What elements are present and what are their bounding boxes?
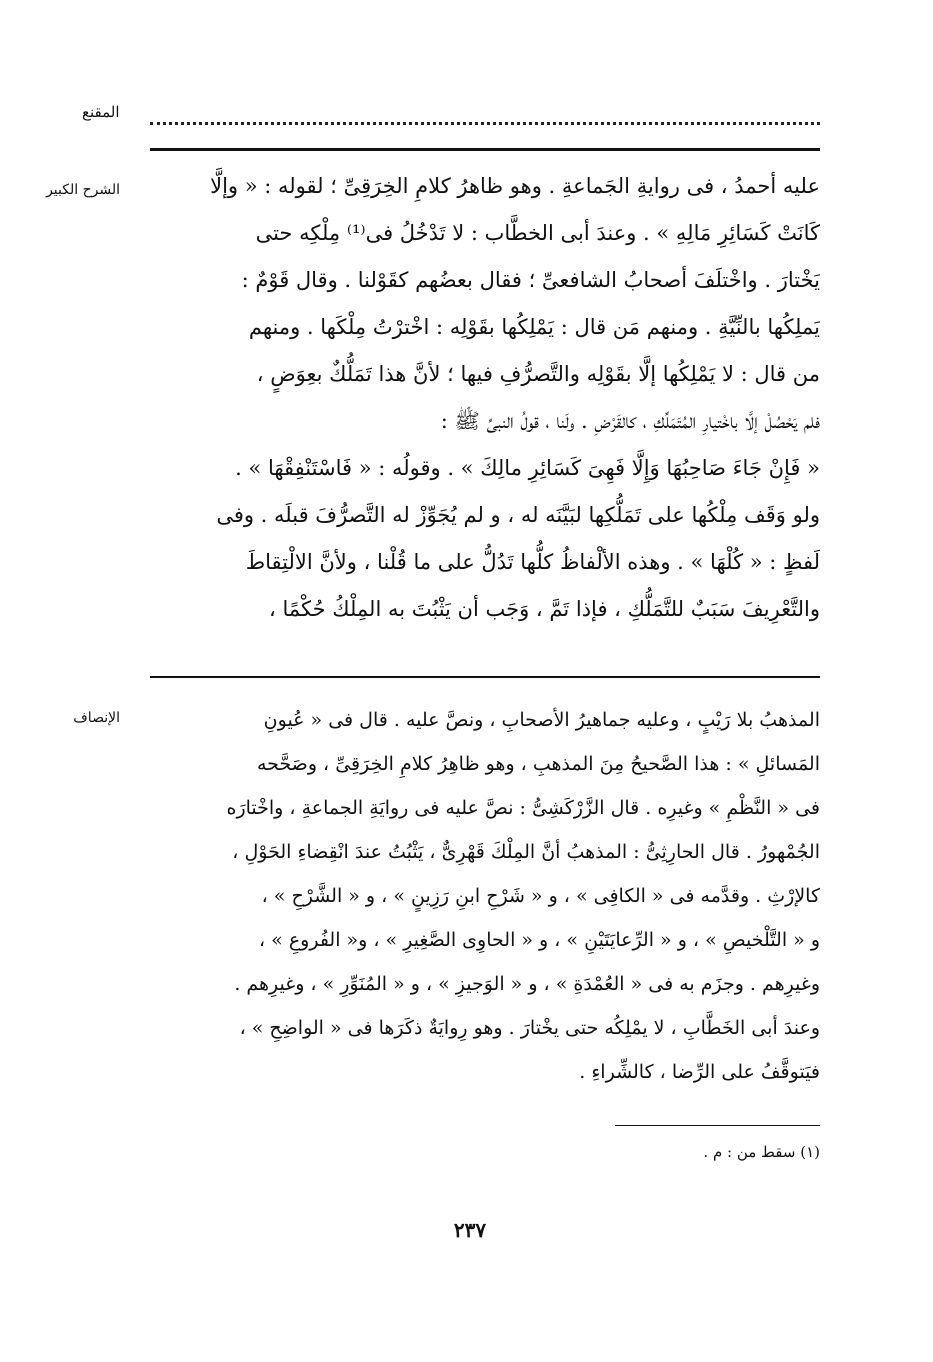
insaf-section-label: الإنصاف <box>73 710 120 726</box>
sharh-line: ولو وَقَف مِلْكُها على تَمَلُّكِها لبَيَّنَه له ، و لم يُجَوِّزْ له التَّصرُّفَ قبلَه . وفى <box>216 503 820 527</box>
sharh-line: عليه أحمدُ ، فى روايةِ الجَماعةِ . وهو ظاهرُ كلامِ الخِرَقِىِّ ؛ لقوله : « وإلَّا <box>210 174 820 198</box>
insaf-text-block <box>148 698 820 1094</box>
insaf-line: فى « النَّظْمِ » وغيرِه . قال الزَّرْكَشِىُّ : نصَّ عليه فى روايَةِ الجماعةِ ، واخْتارَه <box>226 797 820 819</box>
sharh-text-block <box>148 163 820 633</box>
header-rule <box>150 148 820 151</box>
insaf-line: وعندَ أبى الخَطَّابِ ، لا يمْلِكُه حتى يخْتارَ . وهو رِوايَةٌ ذكَرَها فى « الواضِحِ » ، <box>239 1017 820 1039</box>
insaf-line: وغيرِهم . وجزَم به فى « العُمْدَةِ » ، و « الوَجيزِ » ، و « المُنَوِّرِ » ، وغيرِهم . <box>234 973 820 995</box>
sharh-line: فلم يَحْصُلْ إلَّا باخْتيارِ المُتَمَلِّكِ ، كالقَرْضِ . ولَنا ، قولُ النبىِّ ﷺ : <box>440 409 820 433</box>
footnote-rule <box>615 1125 820 1126</box>
section-divider <box>150 676 820 678</box>
insaf-line: المَسائلِ » : هذا الصَّحيحُ مِنَ المذهبِ ، وهو ظاهِرُ كلامِ الخِرَقِىِّ ، وصَحَّحه <box>256 753 820 775</box>
footnote: (١) سقط من : م . <box>703 1143 820 1161</box>
insaf-line: الجُمْهورُ . قال الحارِثِىُّ : المذهبُ أنَّ المِلْكَ قَهْرِىٌّ ، يَثْبُتُ عندَ انْقِضاءِ الحَوْلِ ، <box>232 841 820 863</box>
sharh-line: « فَإِنْ جَاءَ صَاحِبُهَا وَإِلَّا فَهِىَ كَسَائِرِ مالِكَ » . وقولُه : « فَاسْتَنْفِقْهَا » . <box>235 456 820 480</box>
sharh-line: يَملِكُها بالنِّيَّةِ . ومنهم مَن قال : يَمْلِكُها بقَوْلِه : اخْترْتُ مِلْكَها . ومنهم <box>248 315 820 339</box>
page-number: ٢٣٧ <box>453 1218 487 1242</box>
sharh-line: يَخْتارَ . واخْتلَفَ أصحابُ الشافعىِّ ؛ فقال بعضُهم كقَوْلنا . وقال قَوْمٌ : <box>241 268 820 292</box>
header-dotted-rule <box>150 122 820 125</box>
insaf-line: فيَتوقَّفُ على الرِّضا ، كالشِّراءِ . <box>579 1061 820 1083</box>
sharh-section-label: الشرح الكبير <box>46 182 120 198</box>
sharh-line: من قال : لا يَمْلِكُها إلَّا بقَوْلِه والتَّصرُّفِ فيها ؛ لأنَّ هذا تَمَلُّكٌ بعِوَضٍ ، <box>256 362 820 386</box>
insaf-line: المذهبُ بلا رَيْبٍ ، وعليه جماهيرُ الأصحابِ ، ونصَّ عليه . قال فى « عُيونِ <box>263 709 820 731</box>
sharh-line: لَفظٍ : « كُلْهَا » . وهذه الألْفاظُ كلُّها تَدُلُّ على ما قُلْنا ، ولأنَّ الالْتِقاطَ <box>245 550 820 574</box>
insaf-line: كالإرْثِ . وقدَّمه فى « الكافِى » ، و « شَرْحِ ابنِ رَزِينٍ » ، و « الشَّرْحِ » ، <box>261 885 820 907</box>
sharh-line: والتَّعْرِيفَ سَبَبٌ للتَّمَلُّكِ ، فإذا تَمَّ ، وَجَب أن يَثْبُتَ به المِلْكُ حُكْمًا ، <box>269 597 820 621</box>
running-title: المقنع <box>82 103 120 121</box>
sharh-line: كَانَتْ كَسَائِرِ مَالِهِ » . وعندَ أبى الخطَّاب : لا تَدْخُلُ فى⁽¹⁾ مِلْكِه حتى <box>255 221 820 245</box>
insaf-line: و « التَّلْخيصِ » ، و « الرِّعايَتَيْنِ » ، و « الحاوِى الصَّغِيرِ » ، و« الفُروعِ » ، <box>258 929 820 951</box>
